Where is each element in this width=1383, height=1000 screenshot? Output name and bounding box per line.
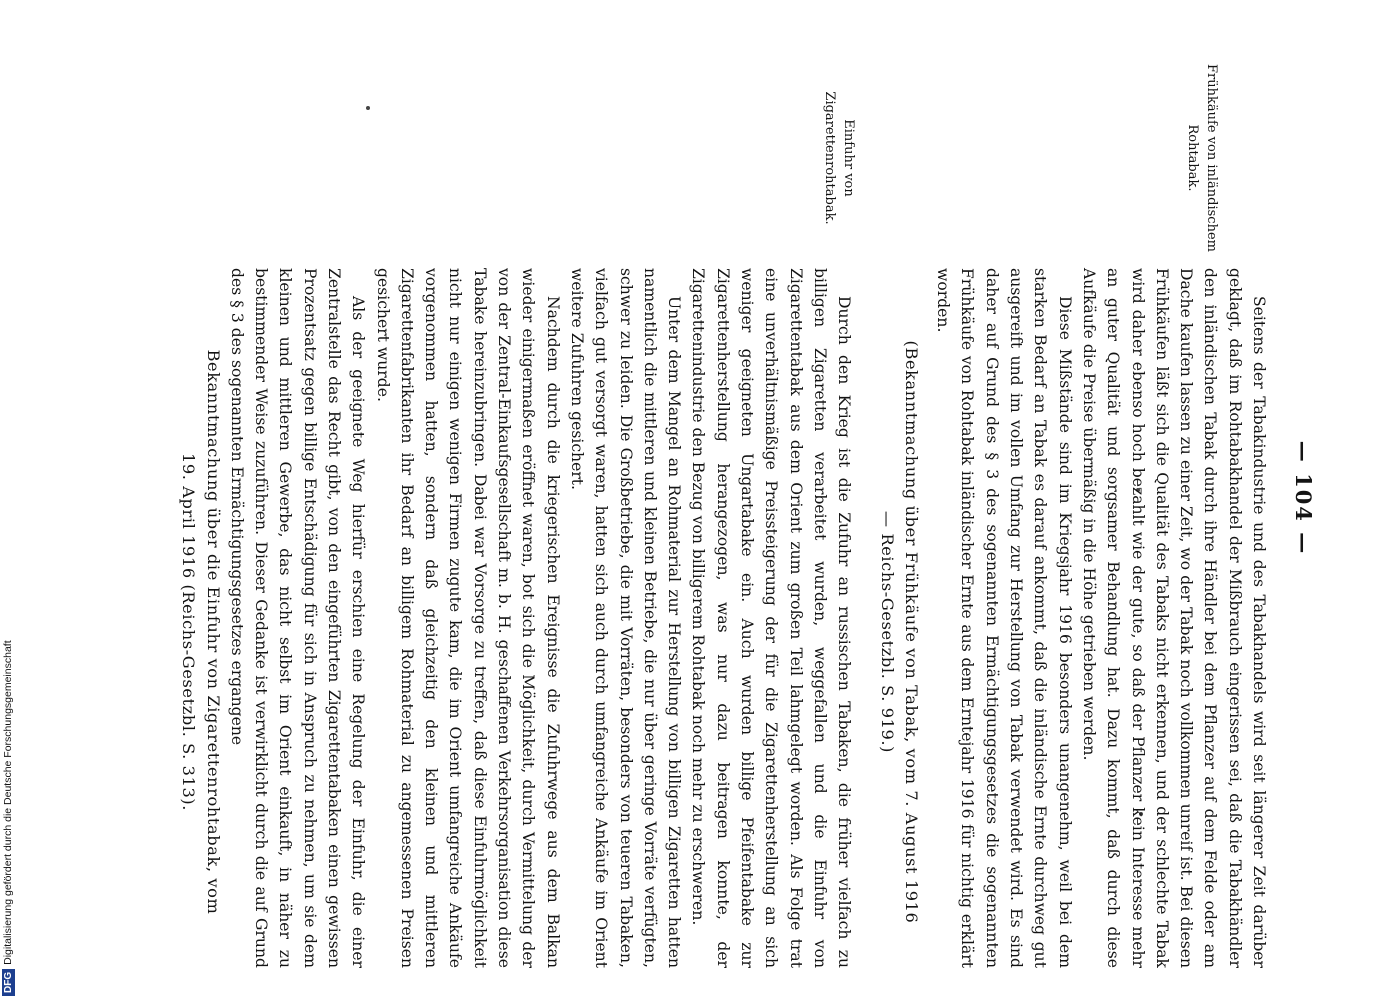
digitization-credit-text: Digitalisierung gefördert durch die Deutsche Forschungsgemeinschaft — [2, 640, 14, 965]
page-number: — 104 — — [1291, 440, 1316, 556]
announcement-2-line-1: Bekanntmachung über die Einfuhr von Zigarettenrohtabak, vom — [203, 349, 223, 915]
announcement-2-line-2: 19. April 1916 (Reichs-Gesetzbl. S. 313). — [179, 452, 199, 812]
paragraph: Durch den Krieg ist die Zufuhr an russischen Tabaken, die früher vielfach zu billigen Zigaretten verarbeitet wurden, weggefallen und die Einfuhr von Zigarettentabak aus dem Orient zum großen Teil lahmgelegt worden. Als Folge trat eine unverhältnismäßige Preissteigerung der für die Zigarettenherstellung an sich weniger geeigneten Ungartabake ein. Auch wurden billige Pfeifentabake zur Zigarettenherstellung herangezogen, was nur dazu beitragen konnte, der Zigarettenindustrie den Bezug von billigerem Rohtabak noch mehr zu erschweren. — [689, 268, 854, 968]
paragraph: Diese Mißstände sind im Kriegsjahr 1916 besonders unangenehm, weil bei dem starken Bedarf an Tabak es darauf ankommt, daß die inländische Ernte durchweg gut ausgereift und im vollen Umfang zur Herstellung von Tabak verwendet wird. Es sind daher auf Grund des § 3 des sogenannten Ermächtigungsgesetzes die sogenannten Frühkäufe von Rohtabak inländischer Ernte aus dem Erntejahr 1916 für nichtig erklärt worden. — [934, 268, 1074, 968]
dfg-logo: DFG — [2, 969, 15, 996]
digitization-credit — [0, 0, 16, 1000]
paragraph: Unter dem Mangel an Rohmaterial zur Herstellung von billigen Zigaretten hatten namentlich die mittleren und kleinen Betriebe, die nur über geringe Vorräte verfügten, schwer zu leiden. Die Großbetriebe, die mit Vorräten, besonders von teueren Tabaken, vielfach gut versorgt waren, hatten sich auch durch umfangreiche Ankäufe im Orient weitere Zufuhren gesichert. — [567, 268, 684, 968]
margin-note-early-purchases: Frühkäufe von inländischem Rohtabak. — [1185, 64, 1219, 252]
announcement-1-line-1: (Bekanntmachung über Frühkäufe von Tabak, vom 7. August 1916 — [901, 340, 921, 924]
paragraph: Nachdem durch die kriegerischen Ereignisse die Zufuhrwege aus dem Balkan wieder einigermaßen eröffnet waren, bot sich die Möglichkeit, durch Vermittelung der von der Zentral-Einkaufsgesellschaft m. b. H. geschaffenen Verkehrsorganisation diese Tabake hereinzubringen. Dabei war Vorsorge zu treffen, daß diese Einfuhrmöglichkeit nicht nur einigen wenigen Firmen zugute kam, die im Orient umfangreiche Ankäufe vorgenommen hatten, sondern daß gleichzeitig den kleinen und mittleren Zigarettenfabrikanten ihr Bedarf an billigem Rohmaterial zu angemessenen Preisen gesichert wurde. — [373, 268, 562, 968]
rotated-page — [136, 8, 1316, 988]
paragraph: Als der geeignete Weg hierfür erschien eine Regelung der Einfuhr, die einer Zentralstelle das Recht gibt, von den eingeführten Zigarettentabaken einen gewissen Prozentsatz gegen billige Entschädigung für sich in Anspruch zu nehmen, um sie dem kleinen und mittleren Gewerbe, das nicht selbst im Orient einkauft, in näher zu bestimmender Weise zuzuführen. Dieser Gedanke ist verwirklicht durch die auf Grund des § 3 des sogenannten Ermächtigungsgesetzes ergangene — [227, 268, 368, 968]
paragraph: Seitens der Tabakindustrie und des Tabakhandels wird seit längerer Zeit darüber geklagt, daß im Rohtabakhandel der Mißbrauch eingerissen sei, daß die Tabakhändler den inländischen Tabak durch ihre Händler bei dem Pflanzer auf dem Felde oder am Dache kaufen lassen zu einer Zeit, wo der Tabak noch vollkommen unreif ist. Bei diesen Frühkäufen läßt sich die Qualität des Tabaks nicht erkennen, und der schlechte Tabak wird daher ebenso hoch bezahlt wie der gute, so daß der Pflanzer kein Interesse mehr an guter Qualität und sorgsamer Behandlung hat. Dazu kommt, daß durch diese Aufkäufe die Preise übermäßig in die Höhe getrieben werden. — [1079, 268, 1268, 968]
main-text — [176, 268, 1271, 968]
announcement-1-line-2: — Reichs-Gesetzbl. S. 919.) — [877, 510, 897, 754]
margin-note-cigarette-tobacco-import: Einfuhr von Zigarettenrohtabak. — [822, 91, 856, 225]
